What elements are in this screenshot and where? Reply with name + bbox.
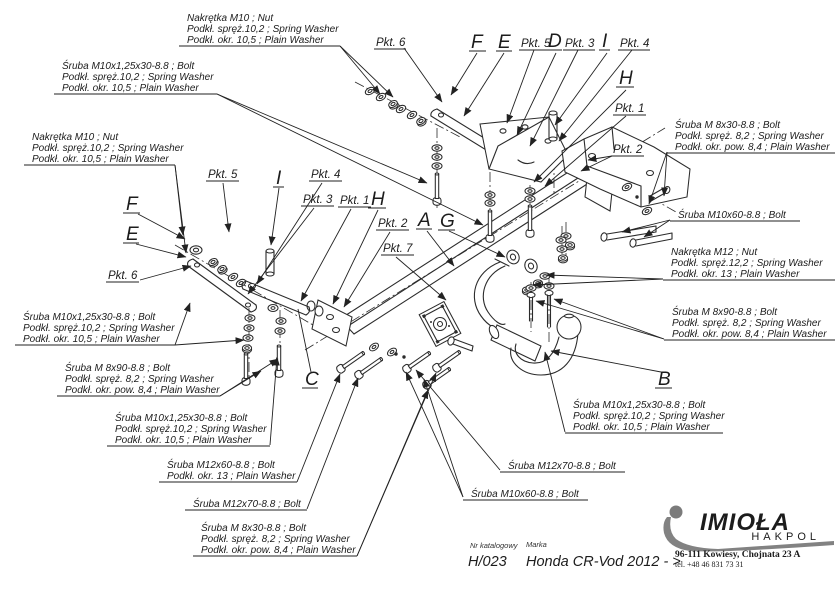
label-bolt-m8x30-right (667, 118, 835, 153)
label-line: Śruba M10x1,25x30-8.8 ; Bolt (23, 312, 156, 323)
label-line: Podkł. okr. 10,5 ; Plain Washer (32, 154, 169, 165)
callout-letter-g: G (440, 211, 455, 232)
label-bolt-m12x70-right (500, 459, 625, 472)
label-nut-m10-left (24, 132, 184, 165)
label-line: Podkł. spręż.12,2 ; Spring Washer (671, 258, 823, 269)
callout-pkt6-left: Pkt. 6 (108, 270, 138, 282)
label-line: Podkł. spręż.10,2 ; Spring Washer (115, 424, 267, 435)
callout-letter-f-top: F (471, 32, 483, 53)
label-line: Podkł. okr. 13 ; Plain Washer (167, 471, 296, 482)
tow-ball (487, 314, 581, 375)
callout-pkt5-top: Pkt. 5 (521, 38, 551, 50)
center-assembly (419, 237, 581, 375)
title-block (468, 540, 681, 570)
model-year-range: od 2012 - > (607, 554, 681, 570)
label-line: Podkł. spręż.10,2 ; Spring Washer (23, 323, 175, 334)
callout-letter-i-top: I (602, 31, 608, 52)
label-line: Podkł. okr. pow. 8,4 ; Plain Washer (201, 545, 356, 556)
label-line: Śruba M 8x30-8.8 ; Bolt (201, 523, 307, 534)
label-line: Podkł. spręż.10,2 ; Spring Washer (573, 411, 725, 422)
label-nut-m12-right (663, 247, 835, 280)
label-line: Śruba M10x1,25x30-8.8 ; Bolt (62, 61, 195, 72)
label-line: Podkł. spręż. 8,2 ; Spring Washer (675, 131, 824, 142)
label-bolt-m10x60-right (670, 208, 800, 221)
bottom-bolt-fan (335, 342, 462, 391)
label-line: Podkł. okr. 10,5 ; Plain Washer (187, 35, 324, 46)
callout-letter-e-left: E (126, 224, 139, 245)
label-bolt-m10x60-bottom (463, 487, 588, 500)
callout-pkt5-left: Pkt. 5 (208, 169, 238, 181)
logo-brand-text: IMIOŁA (700, 509, 790, 536)
label-line: Śruba M12x60-8.8 ; Bolt (167, 460, 275, 471)
catalog-number-value: H/023 (468, 554, 507, 570)
callout-pkt6-top: Pkt. 6 (376, 37, 406, 49)
label-bolt-m8x90-right (664, 305, 835, 340)
label-line: Śruba M 8x30-8.8 ; Bolt (675, 120, 781, 131)
company-logo (663, 506, 834, 570)
label-line: Nakrętka M10 ; Nut (187, 13, 274, 24)
callout-letter-c: C (305, 369, 319, 390)
label-bolt-m12x60 (159, 458, 297, 482)
label-line: Podkł. okr. 10,5 ; Plain Washer (62, 83, 199, 94)
label-line: Śruba M10x1,25x30-8.8 ; Bolt (115, 413, 248, 424)
label-line: Podkł. spręż. 8,2 ; Spring Washer (672, 318, 821, 329)
logo-address: 96-111 Kowiesy, Chojnata 23 A (675, 550, 801, 560)
label-line: Podkł. spręż.10,2 ; Spring Washer (32, 143, 184, 154)
callout-letter-i-left: I (276, 168, 282, 189)
callout-letter-a: A (418, 210, 431, 231)
callout-letter-f-left: F (126, 194, 138, 215)
vehicle-brand-value: Honda CR-V (526, 554, 609, 570)
label-line: Podkł. okr. pow. 8,4 ; Plain Washer (675, 142, 830, 153)
label-nut-m10-top (179, 13, 340, 46)
label-bolt-m10-bottom-left (107, 411, 270, 446)
label-line: Podkł. okr. pow. 8,4 ; Plain Washer (672, 329, 827, 340)
label-bolt-m12x70-left (185, 497, 307, 510)
label-line: Śruba M12x70-8.8 ; Bolt (193, 499, 301, 510)
callout-pkt1-left: Pkt. 1 (340, 195, 370, 207)
rubber-bushings (505, 248, 540, 275)
callout-pkt4-left: Pkt. 4 (311, 169, 341, 181)
label-line: Podkł. okr. 10,5 ; Plain Washer (23, 334, 160, 345)
label-line: Śruba M 8x90-8.8 ; Bolt (65, 363, 171, 374)
label-line: Śruba M10x60-8.8 ; Bolt (678, 210, 786, 221)
label-line: Podkł. spręż. 8,2 ; Spring Washer (201, 534, 350, 545)
label-bolt-m10-left (15, 310, 175, 345)
callout-pkt2-left: Pkt. 2 (378, 218, 408, 230)
callout-pkt4-top: Pkt. 4 (620, 38, 650, 50)
label-line: Podkł. spręż. 8,2 ; Spring Washer (65, 374, 214, 385)
logo-subbrand-text: HAKPOL (751, 531, 820, 543)
label-line: Śruba M12x70-8.8 ; Bolt (508, 461, 616, 472)
label-line: Podkł. okr. 10,5 ; Plain Washer (573, 422, 710, 433)
label-line: Podkł. spręż.10,2 ; Spring Washer (62, 72, 214, 83)
callout-pkt2-right: Pkt. 2 (613, 144, 643, 156)
label-bolt-m10-bottom-right (565, 398, 725, 433)
label-line: Śruba M10x60-8.8 ; Bolt (471, 489, 579, 500)
left-strap-assembly (188, 246, 310, 385)
label-bolt-m10-top (54, 59, 217, 94)
towball-logo-icon (670, 506, 683, 519)
callout-letter-e-top: E (498, 32, 511, 53)
label-line: Śruba M10x1,25x30-8.8 ; Bolt (573, 400, 706, 411)
callout-pkt3-left: Pkt. 3 (303, 194, 333, 206)
label-line: Podkł. okr. 13 ; Plain Washer (671, 269, 800, 280)
callout-letter-h-left: H (371, 189, 385, 210)
callout-letter-b: B (658, 369, 671, 390)
catalog-number-label: Nr katalogowy (470, 541, 518, 550)
callout-pkt3-top: Pkt. 3 (565, 38, 595, 50)
callout-letter-h-top: H (619, 68, 633, 89)
label-line: Śruba M 8x90-8.8 ; Bolt (672, 307, 778, 318)
logo-phone: tel. +48 46 831 73 31 (675, 560, 744, 569)
label-line: Podkł. okr. 10,5 ; Plain Washer (115, 435, 252, 446)
label-bolt-m8x30-bottom (193, 521, 357, 556)
callout-pkt7: Pkt. 7 (383, 243, 413, 255)
subframe-bracket (562, 127, 690, 207)
letter-callouts (123, 31, 672, 390)
label-bolt-m8x90-left (57, 361, 220, 396)
callout-letter-d: D (548, 31, 562, 52)
callout-pkt1-right: Pkt. 1 (615, 103, 645, 115)
label-line: Nakrętka M12 ; Nut (671, 247, 758, 258)
vehicle-brand-label: Marka (526, 540, 547, 549)
label-line: Podkł. spręż.10,2 ; Spring Washer (187, 24, 339, 35)
label-line: Podkł. okr. pow. 8,4 ; Plain Washer (65, 385, 220, 396)
label-line: Nakrętka M10 ; Nut (32, 132, 119, 143)
